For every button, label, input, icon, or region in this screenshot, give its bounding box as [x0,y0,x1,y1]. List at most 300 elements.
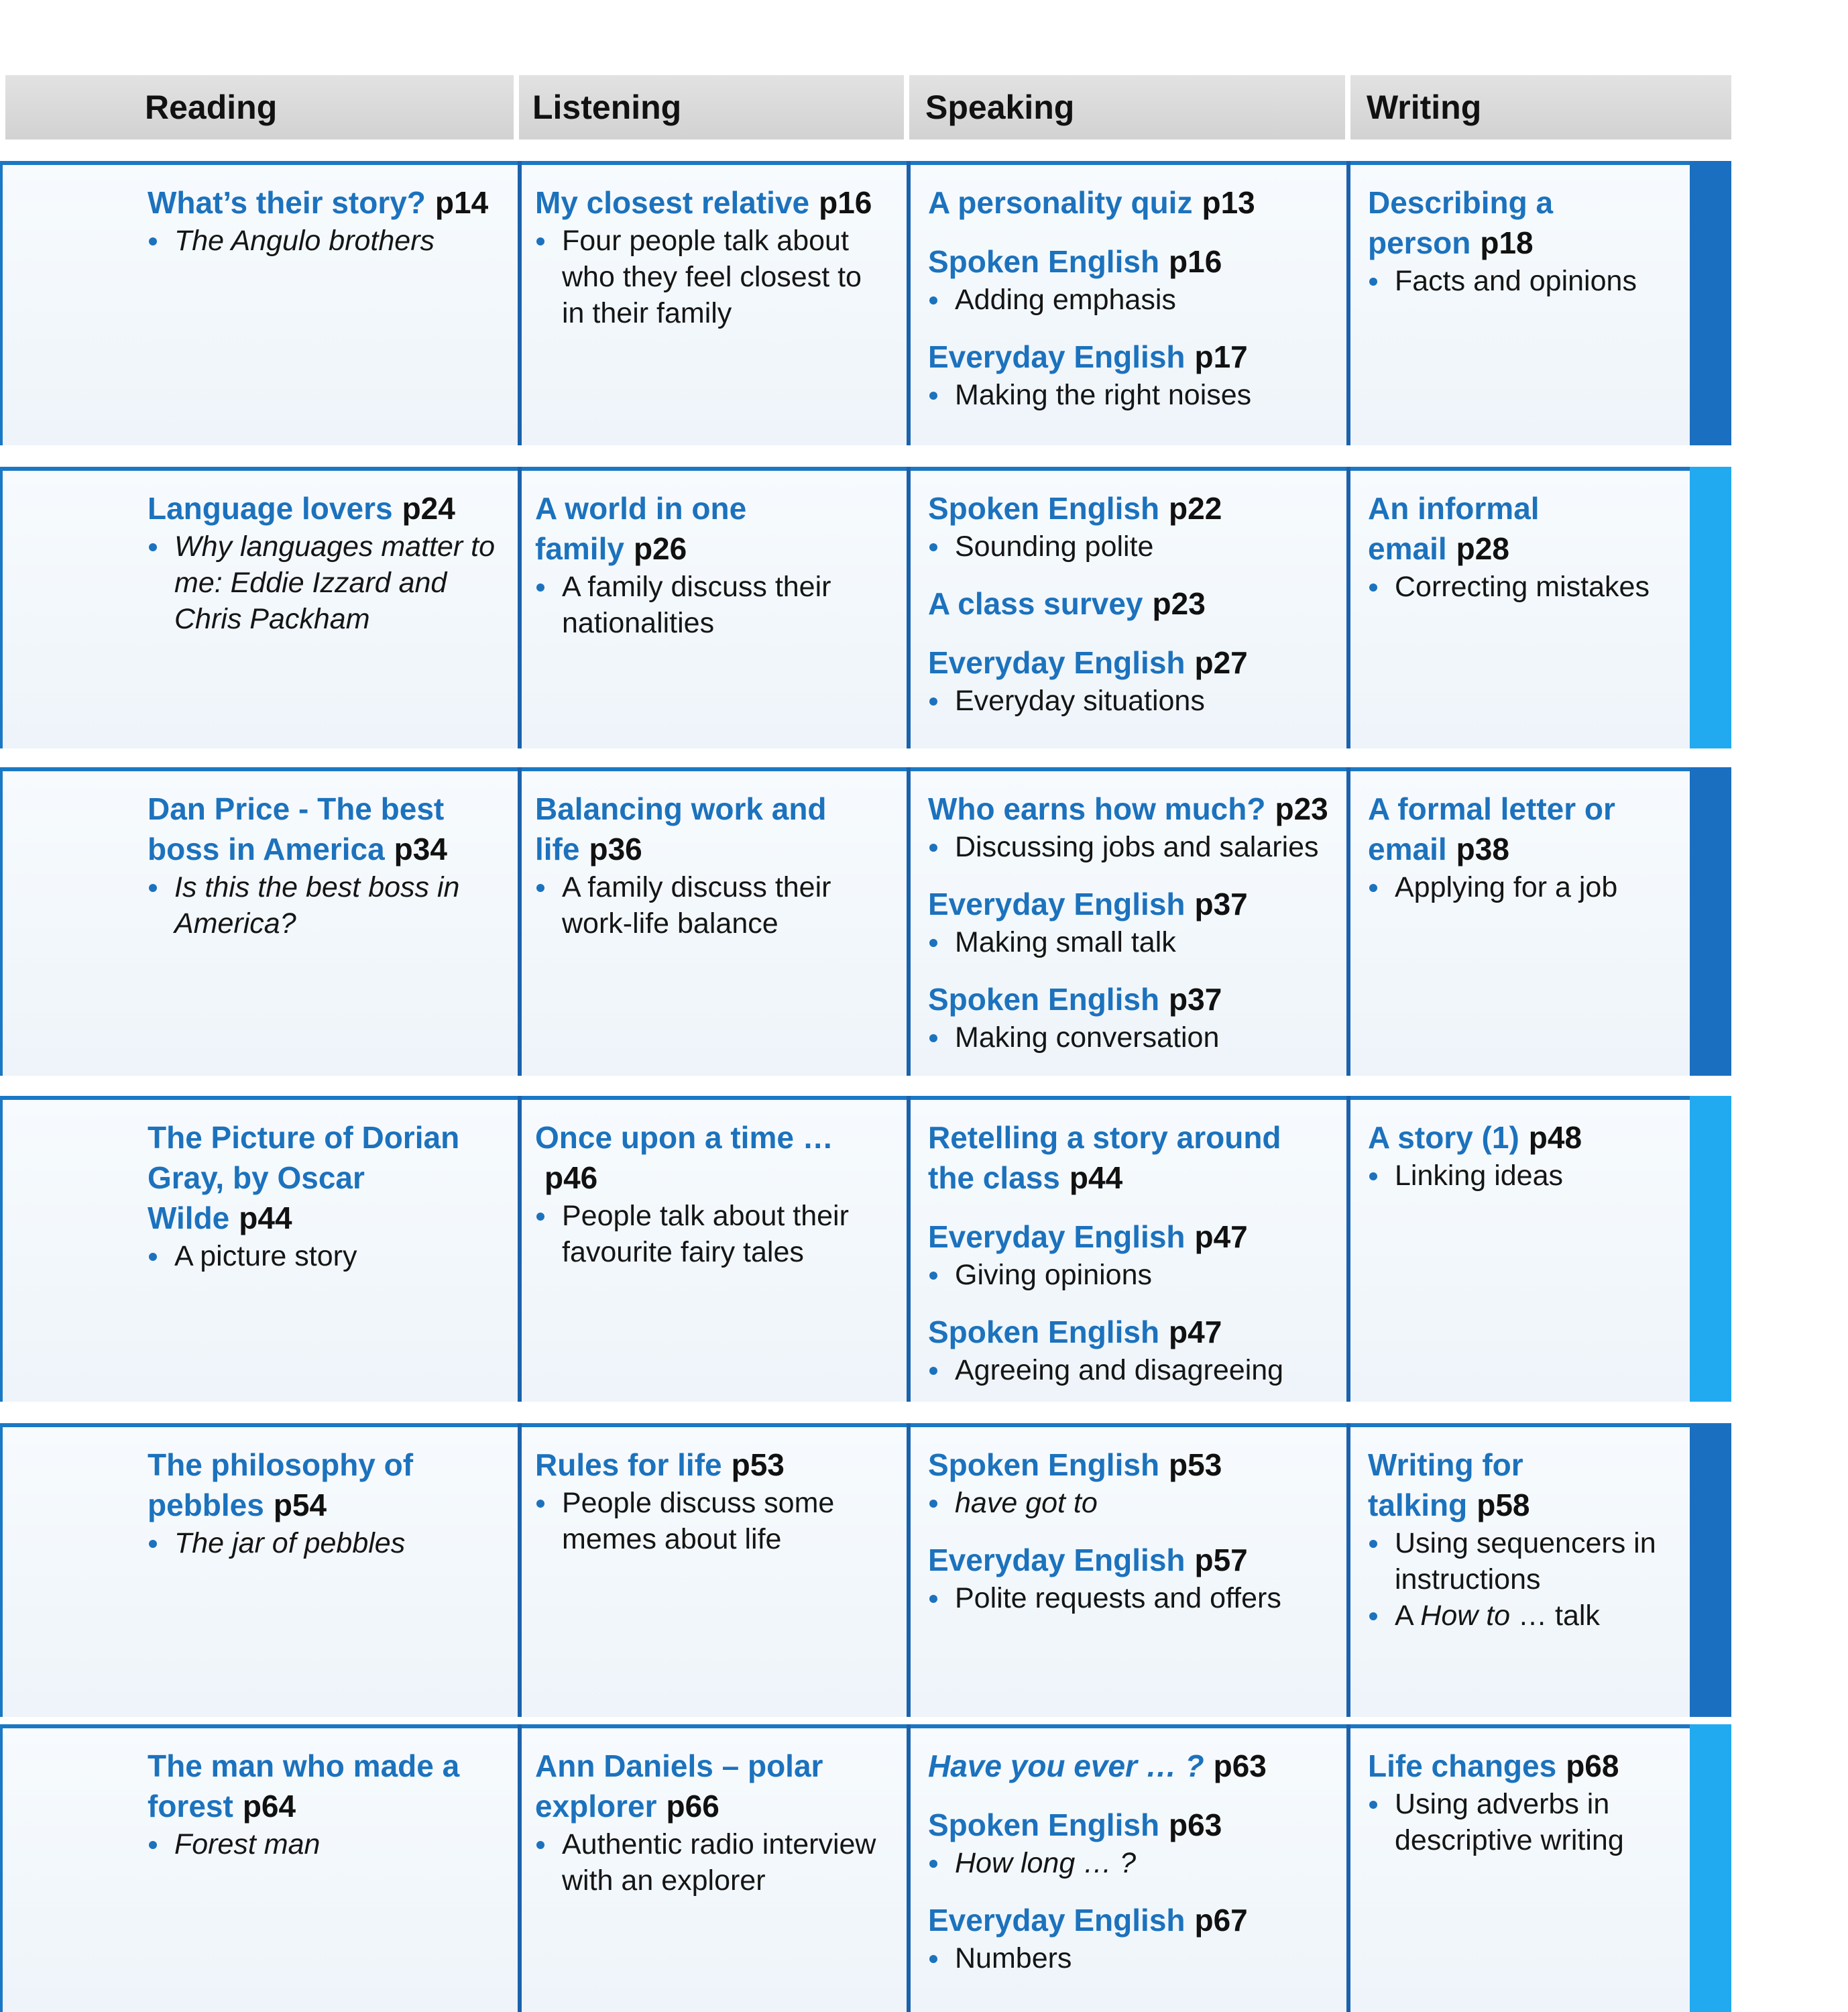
listening-block [535,1117,890,1270]
header-writing: Writing [1350,75,1731,139]
speaking-block [928,1312,1330,1388]
unit-tab-dark [1690,161,1731,445]
speaking-page-number: p44 [1069,1160,1123,1195]
bullet-text: Using adverbs in descriptive writing [1395,1788,1624,1856]
speaking-title-text: Spoken English [928,244,1160,279]
writing-title [1368,1445,1676,1525]
reading-block [148,182,510,259]
bullet-dot-icon [536,1500,544,1508]
writing-content [1349,1427,1690,1717]
speaking-block [928,1540,1330,1616]
bullet-text: Linking ideas [1395,1160,1564,1192]
bullet-dot-icon [1369,1172,1377,1180]
bullet-dot-icon [929,392,937,400]
unit-row [0,1423,1731,1717]
column-divider [1346,1423,1350,1717]
reading-page-number: p44 [239,1200,292,1235]
column-divider [518,1423,522,1717]
speaking-title-text: Retelling a story around the class [928,1120,1281,1195]
bullet-text: Facts and opinions [1395,265,1637,297]
bullet-dot-icon [149,1253,157,1261]
speaking-block [928,1805,1330,1881]
bullet-text: The Angulo brothers [174,225,435,257]
speaking-page-number: p53 [1169,1447,1222,1482]
speaking-title [928,583,1330,624]
unit-tab-light [1690,1724,1731,2012]
bullet-text: People discuss some memes about life [562,1487,835,1555]
listening-bullet [535,1485,890,1557]
reading-title [148,488,510,528]
speaking-title-text: Everyday English [928,645,1186,680]
reading-title [148,1445,510,1525]
speaking-title [928,1217,1330,1257]
listening-block [535,1746,890,1899]
speaking-block [928,182,1330,223]
bullet-dot-icon [149,237,157,245]
writing-bullet [1368,1786,1676,1858]
unit-row [0,161,1731,445]
speaking-bullet [928,1580,1330,1616]
writing-items [1368,1746,1676,1858]
speaking-content [909,1100,1349,1402]
writing-page-number: p68 [1566,1748,1619,1783]
listening-block [535,182,890,331]
reading-title [148,1746,510,1826]
listening-content [518,771,909,1076]
bullet-text: Numbers [955,1942,1072,1974]
bullet-text: Using sequencers in instructions [1395,1527,1656,1596]
writing-content [1349,1100,1690,1402]
speaking-bullet [928,1485,1330,1521]
speaking-content [909,1427,1349,1717]
bullet-text: … talk [1510,1600,1600,1632]
bullet-dot-icon [929,1034,937,1042]
writing-title [1368,789,1676,869]
speaking-cell [909,161,1349,445]
writing-bullet [1368,263,1676,299]
bullet-text: Polite requests and offers [955,1582,1281,1614]
column-divider [518,1724,522,2012]
bullet-text: Making small talk [955,926,1176,958]
writing-content [1349,771,1690,1076]
speaking-items [928,488,1330,719]
unit-row [0,767,1731,1076]
bullet-dot-icon [929,1955,937,1963]
unit-row [0,1096,1731,1402]
bullet-dot-icon [929,939,937,947]
reading-items [148,1117,510,1274]
speaking-items [928,1445,1330,1616]
writing-items [1368,488,1676,605]
listening-title-text: Ann Daniels – polar explorer [535,1748,823,1824]
listening-content [518,1100,909,1402]
reading-items [148,182,510,259]
reading-block [148,1746,510,1862]
bullet-dot-icon [929,543,937,551]
bullet-text: Applying for a job [1395,871,1618,903]
bullet-text: Discussing jobs and salaries [955,831,1319,863]
listening-content [518,1728,909,2012]
listening-title [535,488,890,569]
bullet-dot-icon [536,884,544,892]
listening-title [535,1117,890,1198]
speaking-block [928,1746,1330,1786]
listening-items [535,182,890,331]
column-divider [518,767,522,1076]
speaking-block [928,979,1330,1056]
writing-title-text: Life changes [1368,1748,1557,1783]
listening-title-text: My closest relative [535,185,810,220]
speaking-title [928,1805,1330,1845]
bullet-dot-icon [149,1540,157,1548]
bullet-text: A family discuss their nationalities [562,571,831,639]
bullet-text: Why languages matter to me: Eddie Izzard and Chris Packham [174,530,496,635]
bullet-text: Correcting mistakes [1395,571,1650,603]
speaking-bullet [928,528,1330,565]
speaking-bullet [928,1352,1330,1388]
writing-block [1368,1117,1676,1194]
speaking-title-text: Spoken English [928,491,1160,526]
bullet-text: Adding emphasis [955,284,1176,316]
speaking-cell [909,1724,1349,2012]
listening-title-text: Once upon a time … [535,1120,833,1155]
bullet-text: How long … ? [955,1847,1137,1879]
speaking-page-number: p23 [1152,586,1206,621]
listening-content [518,471,909,748]
listening-page-number: p26 [633,531,687,566]
bullet-text: Is this the best boss in America? [174,871,460,940]
speaking-block [928,488,1330,565]
speaking-title [928,1445,1330,1485]
speaking-cell [909,467,1349,748]
reading-items [148,1445,510,1561]
bullet-text: Making conversation [955,1021,1220,1054]
speaking-title-text: Spoken English [928,1315,1160,1349]
reading-block [148,488,510,637]
bullet-dot-icon [536,237,544,245]
speaking-title-text: Everyday English [928,1903,1186,1938]
listening-items [535,1445,890,1557]
speaking-bullet [928,924,1330,960]
speaking-block [928,241,1330,318]
reading-cell [0,1724,518,2012]
column-divider [1346,767,1350,1076]
listening-items [535,1117,890,1270]
speaking-title [928,337,1330,377]
unit-tab-dark [1690,767,1731,1076]
listening-page-number: p36 [589,832,642,867]
bullet-dot-icon [929,1367,937,1375]
reading-page-number: p64 [242,1789,296,1824]
listening-cell [518,467,909,748]
listening-cell [518,767,909,1076]
column-divider [518,1096,522,1402]
writing-title [1368,182,1676,263]
bullet-dot-icon [1369,1540,1377,1548]
speaking-title [928,1900,1330,1940]
writing-page-number: p18 [1480,225,1534,260]
bullet-dot-icon [929,844,937,852]
speaking-page-number: p47 [1169,1315,1222,1349]
bullet-text-emphasis: How to [1420,1600,1511,1632]
listening-page-number: p16 [819,185,872,220]
speaking-content [909,165,1349,445]
bullet-text: Four people talk about who they feel closest to in their family [562,225,862,329]
writing-bullet [1368,869,1676,905]
speaking-block [928,337,1330,413]
speaking-title-text: Spoken English [928,982,1160,1017]
speaking-title-text: Everyday English [928,887,1186,921]
speaking-bullet [928,377,1330,413]
unit-tab-light [1690,467,1731,748]
writing-content [1349,1728,1690,2012]
writing-title-text: A formal letter or email [1368,791,1615,867]
writing-title-text: An informal email [1368,491,1540,566]
speaking-block [928,1900,1330,1976]
speaking-page-number: p22 [1169,491,1222,526]
listening-title-text: Rules for life [535,1447,722,1482]
listening-content [518,1427,909,1717]
speaking-title-text: Who earns how much? [928,791,1266,826]
speaking-title-text: A personality quiz [928,185,1193,220]
listening-title [535,789,890,869]
listening-title [535,1445,890,1485]
writing-block [1368,1746,1676,1858]
writing-items [1368,1117,1676,1194]
reading-content [3,1427,518,1717]
reading-title [148,789,510,869]
speaking-bullet [928,1257,1330,1293]
writing-bullet [1368,569,1676,605]
listening-title-text: A world in one family [535,491,747,566]
listening-bullet [535,223,890,331]
bullet-dot-icon [536,1841,544,1849]
listening-cell [518,1423,909,1717]
column-divider [907,1096,911,1402]
speaking-title [928,1117,1330,1198]
bullet-dot-icon [149,543,157,551]
speaking-bullet [928,1845,1330,1881]
bullet-text: A family discuss their work-life balance [562,871,831,940]
unit-tab-light [1690,1096,1731,1402]
speaking-block [928,642,1330,719]
speaking-title [928,884,1330,924]
speaking-title-text: Everyday English [928,339,1186,374]
speaking-title [928,182,1330,223]
speaking-title [928,789,1330,829]
bullet-dot-icon [149,1841,157,1849]
writing-items [1368,1445,1676,1634]
unit-row [0,1724,1731,2012]
reading-block [148,789,510,942]
speaking-block [928,789,1330,865]
listening-bullet [535,1198,890,1270]
reading-page-number: p24 [402,491,455,526]
speaking-page-number: p17 [1194,339,1248,374]
listening-bullet [535,569,890,641]
reading-content [3,771,518,1076]
writing-page-number: p28 [1456,531,1509,566]
column-divider [907,1423,911,1717]
speaking-page-number: p37 [1194,887,1248,921]
reading-title [148,182,510,223]
speaking-page-number: p23 [1275,791,1328,826]
listening-page-number: p66 [666,1789,719,1824]
reading-content [3,165,518,445]
speaking-page-number: p63 [1213,1748,1267,1783]
column-divider [1346,1096,1350,1402]
speaking-title [928,979,1330,1019]
writing-bullet [1368,1158,1676,1194]
writing-title [1368,488,1676,569]
speaking-content [909,471,1349,748]
bullet-dot-icon [1369,1612,1377,1620]
reading-title-text: Language lovers [148,491,393,526]
speaking-title-text: A class survey [928,586,1143,621]
listening-items [535,488,890,641]
bullet-dot-icon [929,1595,937,1603]
column-divider [518,161,522,445]
bullet-text: have got to [955,1487,1098,1519]
speaking-content [909,1728,1349,2012]
column-divider [1346,467,1350,748]
writing-content [1349,165,1690,445]
column-divider [1346,161,1350,445]
writing-cell [1349,767,1690,1076]
writing-items [1368,789,1676,905]
speaking-items [928,182,1330,413]
speaking-page-number: p57 [1194,1543,1248,1577]
bullet-text: Giving opinions [955,1259,1153,1291]
reading-title-text: The philosophy of pebbles [148,1447,414,1522]
reading-page-number: p34 [394,832,447,867]
speaking-bullet [928,683,1330,719]
reading-content [3,1100,518,1402]
column-divider [907,1724,911,2012]
speaking-title-text: Have you ever … ? [928,1748,1204,1783]
speaking-title [928,1312,1330,1352]
bullet-text: Authentic radio interview with an explorer [562,1828,876,1897]
speaking-cell [909,767,1349,1076]
speaking-page-number: p47 [1194,1219,1248,1254]
reading-items [148,488,510,637]
writing-cell [1349,1096,1690,1402]
bullet-text: Agreeing and disagreeing [955,1354,1284,1386]
reading-title [148,1117,510,1238]
bullet-text: People talk about their favourite fairy tales [562,1200,849,1268]
bullet-dot-icon [1369,1801,1377,1809]
bullet-dot-icon [929,1860,937,1868]
listening-bullet [535,1826,890,1899]
column-divider [907,767,911,1076]
reading-content [3,1728,518,2012]
listening-block [535,1445,890,1557]
reading-bullet [148,1525,510,1561]
bullet-dot-icon [149,884,157,892]
bullet-text: Making the right noises [955,379,1252,411]
speaking-block [928,884,1330,960]
reading-bullet [148,869,510,942]
bullet-text: A picture story [174,1240,357,1272]
speaking-title [928,488,1330,528]
speaking-block [928,583,1330,624]
bullet-dot-icon [536,1213,544,1221]
listening-title [535,1746,890,1826]
speaking-title-text: Spoken English [928,1807,1160,1842]
bullet-dot-icon [1369,583,1377,592]
writing-block [1368,1445,1676,1634]
column-divider [1346,1724,1350,2012]
listening-bullet [535,869,890,942]
speaking-title [928,642,1330,683]
bullet-dot-icon [929,296,937,304]
listening-block [535,789,890,942]
speaking-items [928,789,1330,1056]
writing-title-text: Describing a person [1368,185,1554,260]
speaking-page-number: p37 [1169,982,1222,1017]
listening-title [535,182,890,223]
bullet-dot-icon [929,1500,937,1508]
reading-bullet [148,223,510,259]
bullet-dot-icon [929,697,937,706]
writing-title-text: A story (1) [1368,1120,1519,1155]
speaking-bullet [928,829,1330,865]
speaking-title [928,1746,1330,1786]
speaking-bullet [928,282,1330,318]
speaking-cell [909,1096,1349,1402]
header-reading: Reading [5,75,514,139]
reading-items [148,789,510,942]
reading-title-text: What’s their story? [148,185,426,220]
bullet-dot-icon [929,1272,937,1280]
bullet-dot-icon [536,583,544,592]
writing-block [1368,789,1676,905]
writing-page-number: p48 [1528,1120,1582,1155]
reading-cell [0,161,518,445]
speaking-page-number: p63 [1169,1807,1222,1842]
writing-title-text: Writing for talking [1368,1447,1523,1522]
speaking-bullet [928,1940,1330,1976]
writing-bullet [1368,1525,1676,1598]
writing-block [1368,182,1676,299]
reading-bullet [148,1238,510,1274]
speaking-page-number: p27 [1194,645,1248,680]
column-divider [518,467,522,748]
writing-cell [1349,1423,1690,1717]
reading-page-number: p14 [435,185,489,220]
bullet-text: The jar of pebbles [174,1527,406,1559]
writing-page-number: p58 [1477,1488,1530,1522]
writing-content [1349,471,1690,748]
writing-cell [1349,161,1690,445]
speaking-block [928,1445,1330,1521]
bullet-dot-icon [1369,278,1377,286]
writing-title [1368,1746,1676,1786]
reading-bullet [148,1826,510,1862]
listening-content [518,165,909,445]
speaking-page-number: p67 [1194,1903,1248,1938]
speaking-title [928,241,1330,282]
reading-title-text: The man who made a forest [148,1748,460,1824]
speaking-page-number: p13 [1202,185,1255,220]
bullet-dot-icon [1369,884,1377,892]
listening-title-text: Balancing work and life [535,791,827,867]
writing-cell [1349,467,1690,748]
writing-title [1368,1117,1676,1158]
speaking-block [928,1117,1330,1198]
reading-block [148,1117,510,1274]
speaking-cell [909,1423,1349,1717]
